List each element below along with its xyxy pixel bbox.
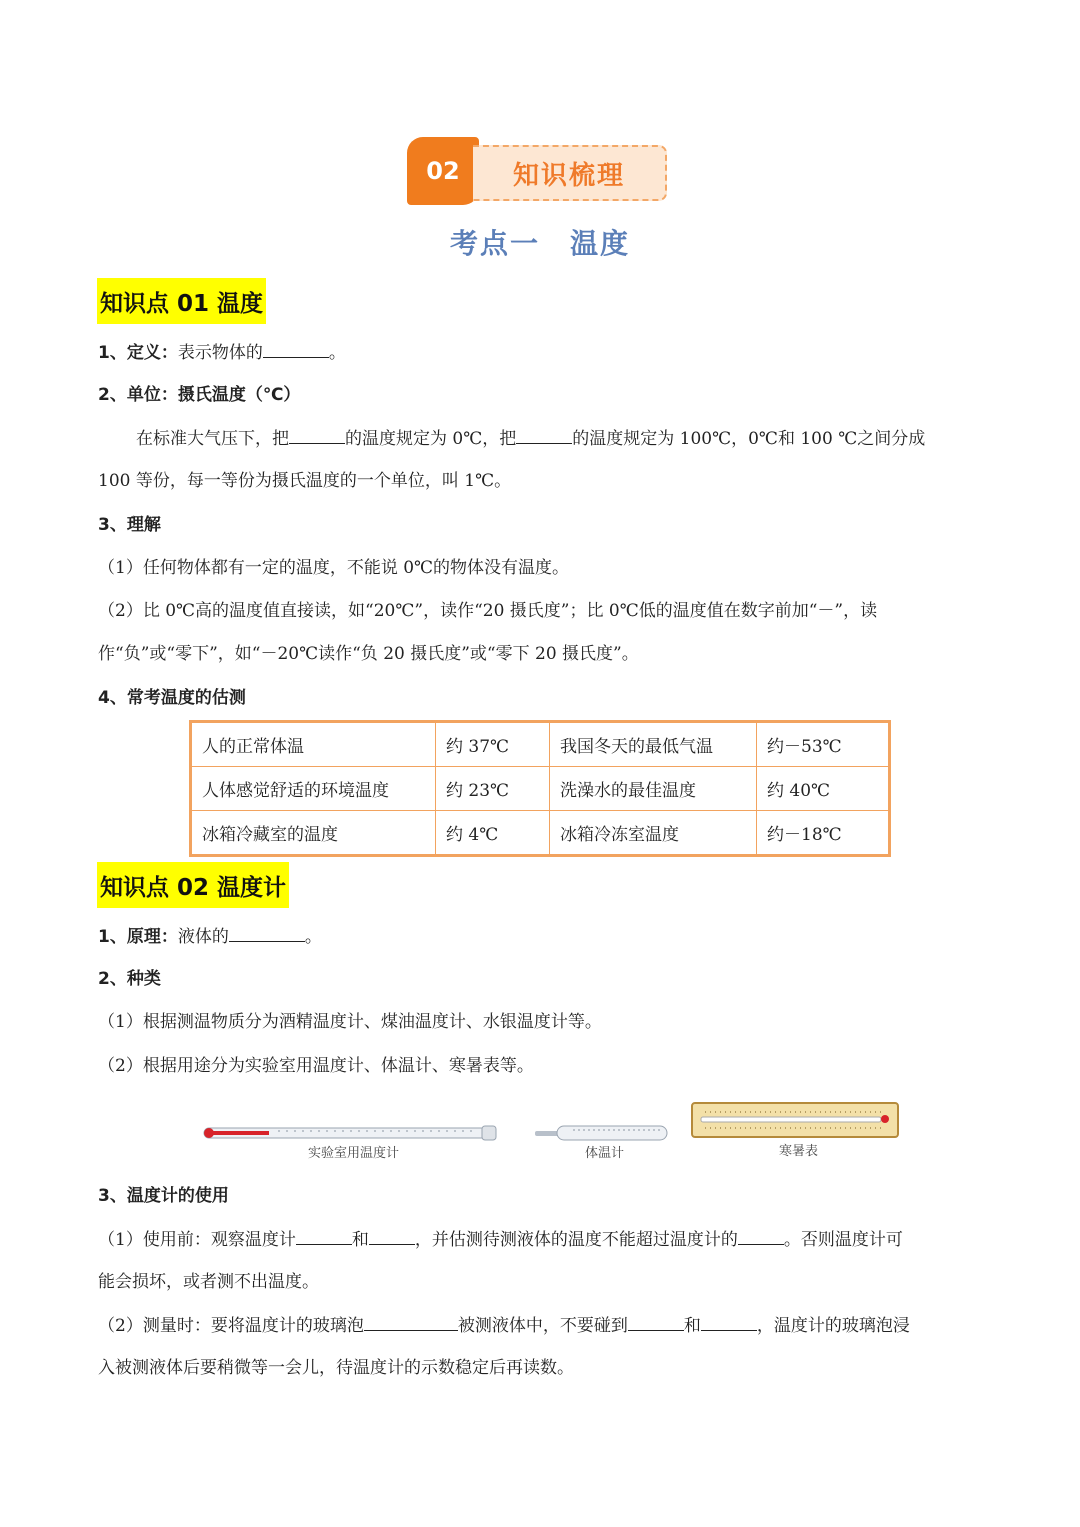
types-item-1: （1）根据测温物质分为酒精温度计、煤油温度计、水银温度计等。 [98,1012,602,1032]
topic-title: 考点一 温度 [449,227,630,260]
clinical-thermometer-image [533,1098,671,1168]
kp2-principle: 1、原理：液体的 。 [98,927,322,947]
kp2-heading: 知识点 02 温度计 [97,862,289,908]
wall-thermometer-image [691,1102,900,1162]
section-label: 知识梳理 [473,145,667,201]
table-row: 冰箱冷藏室的温度 约 4℃ 冰箱冷冻室温度 约－18℃ [191,811,890,856]
definition-label: 1、定义： [98,343,178,363]
blank [364,1314,458,1331]
use-item-2-line2: 入被测液体后要稍微等一会儿，待温度计的示数稳定后再读数。 [98,1358,574,1378]
section-banner [407,137,669,207]
use-item-2-line1: （2）测量时：要将温度计的玻璃泡 被测液体中，不要碰到 和 ，温度计的玻璃泡浸 [98,1316,910,1336]
blank [701,1314,757,1331]
blank [516,427,572,444]
blank [738,1228,784,1245]
kp1-definition: 1、定义：表示物体的 。 [98,343,346,363]
use-heading: 3、温度计的使用 [98,1186,229,1206]
types-heading: 2、种类 [98,969,161,989]
unit-heading: 2、单位：摄氏温度（℃） [98,385,301,405]
lab-thermometer-image [198,1098,500,1168]
unit-paragraph-line1: 在标准大气压下，把 的温度规定为 0℃，把 的温度规定为 100℃，0℃和 100 ℃之间分成 [136,429,926,449]
thermometer-label: 体温计 [585,1146,625,1161]
section-number: 02 [407,137,479,205]
table-row: 人的正常体温 约 37℃ 我国冬天的最低气温 约－53℃ [191,722,890,767]
blank [289,427,345,444]
use-item-1-line1: （1）使用前：观察温度计 和 ，并估测待测液体的温度不能超过温度计的 。否则温度计可 [98,1230,903,1250]
use-item-1-line2: 能会损坏，或者测不出温度。 [98,1272,319,1292]
temperature-table [189,720,891,857]
blank [296,1228,352,1245]
kp1-heading: 知识点 01 温度 [97,278,266,324]
thermometer-label: 寒暑表 [779,1144,819,1159]
table-row: 人体感觉舒适的环境温度 约 23℃ 洗澡水的最佳温度 约 40℃ [191,767,890,811]
blank [229,925,305,942]
unit-paragraph-line2: 100 等份，每一等份为摄氏温度的一个单位，叫 1℃。 [98,471,512,491]
blank [263,341,329,358]
wall-thermometer-icon [691,1102,900,1138]
thermometer-label: 实验室用温度计 [308,1146,400,1161]
understand-heading: 3、理解 [98,515,161,535]
understand-item-2-line2: 作“负”或“零下”，如“－20℃读作“负 20 摄氏度”或“零下 20 摄氏度”。 [98,644,639,664]
estimate-heading: 4、常考温度的估测 [98,688,246,708]
principle-label: 1、原理： [98,927,178,947]
types-item-2: （2）根据用途分为实验室用温度计、体温计、寒暑表等。 [98,1056,534,1076]
understand-item-2-line1: （2）比 0℃高的温度值直接读，如“20℃”，读作“20 摄氏度”；比 0℃低的温度值在数字前加“－”，读 [98,601,878,621]
understand-item-1: （1）任何物体都有一定的温度，不能说 0℃的物体没有温度。 [98,558,570,578]
blank [628,1314,684,1331]
blank [369,1228,415,1245]
